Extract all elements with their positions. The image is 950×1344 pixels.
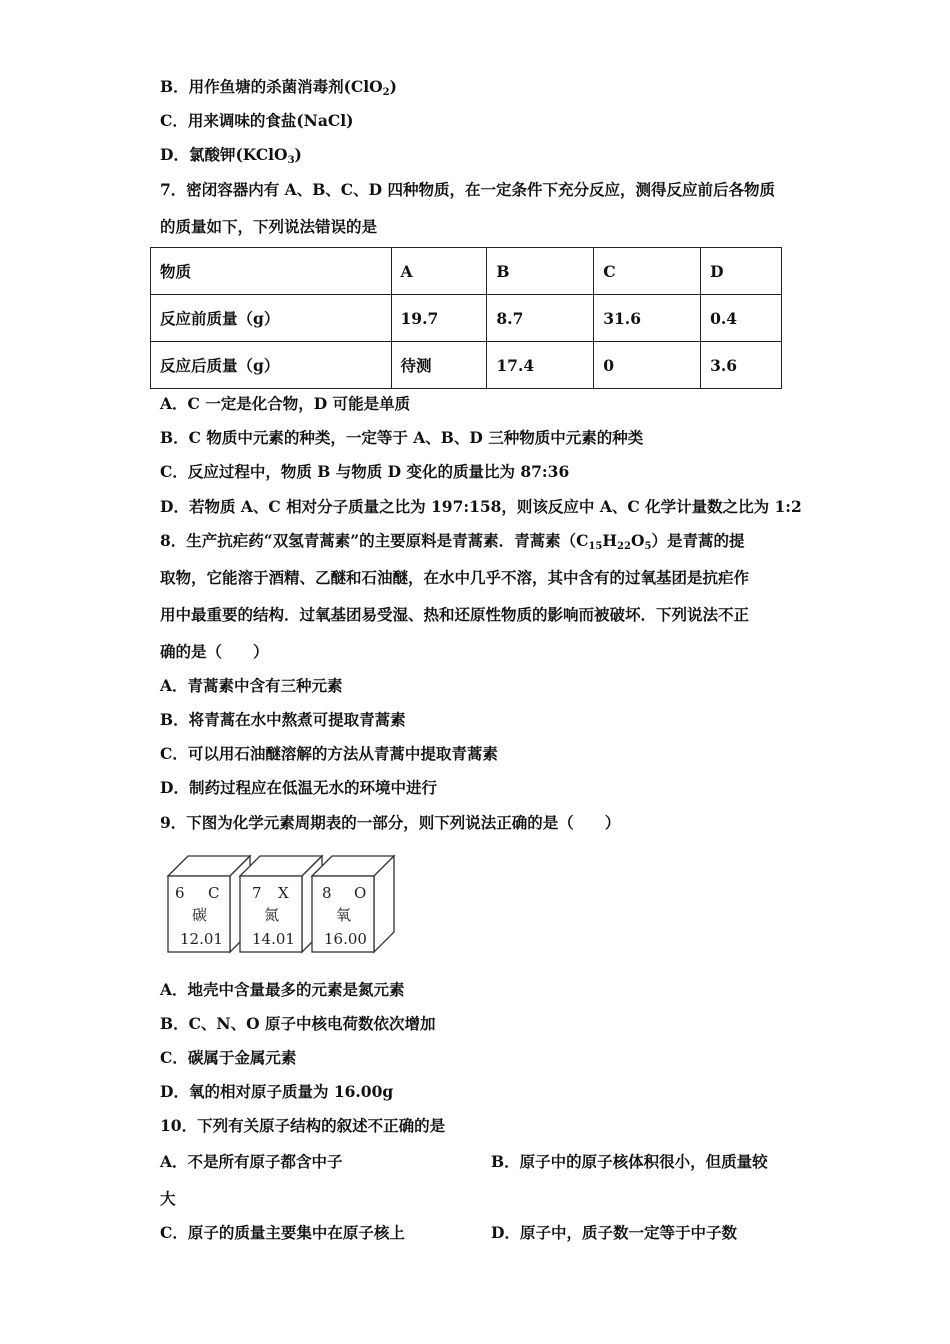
q8-option-a: A．青蒿素中含有三种元素: [160, 676, 343, 695]
table-cell: 0.4: [701, 295, 782, 342]
q7-option-b: B．C 物质中元素的种类，一定等于 A、B、D 三种物质中元素的种类: [160, 428, 644, 447]
table-cell: 31.6: [594, 295, 701, 342]
q10-option-c: C．原子的质量主要集中在原子核上: [160, 1223, 405, 1242]
table-cell: 物质: [151, 248, 392, 295]
q10-option-a: A．不是所有原子都含中子: [160, 1152, 343, 1171]
q8-option-c: C．可以用石油醚溶解的方法从青蒿中提取青蒿素: [160, 744, 498, 763]
q10-option-b: B．原子中的原子核体积很小，但质量较: [491, 1152, 768, 1171]
element-mass: 14.01: [252, 930, 295, 948]
table-row: [151, 295, 782, 342]
table-cell: 待测: [391, 342, 487, 389]
element-number: 8: [322, 884, 332, 902]
q8-stem-line4: 确的是（ ）: [160, 642, 269, 661]
table-cell: B: [487, 248, 594, 295]
table-cell: 0: [594, 342, 701, 389]
q7-option-d: D．若物质 A、C 相对分子质量之比为 197:158，则该反应中 A、C 化学计量数之比为 1:2: [160, 497, 802, 516]
element-name: 碳: [192, 906, 208, 924]
option-b-clo2: B．用作鱼塘的杀菌消毒剂(ClO$_2$): [160, 77, 397, 98]
q8-stem-line3: 用中最重要的结构．过氧基团易受湿、热和还原性物质的影响而被破坏．下列说法不正: [160, 605, 750, 624]
q8-stem-line2: 取物，它能溶于酒精、乙醚和石油醚，在水中几乎不溶，其中含有的过氧基团是抗疟作: [160, 568, 750, 587]
table-cell: C: [594, 248, 701, 295]
element-symbol: C: [208, 884, 220, 902]
table-row: [151, 342, 782, 389]
element-mass: 16.00: [324, 930, 367, 948]
q10-option-d: D．原子中，质子数一定等于中子数: [491, 1223, 737, 1242]
element-number: 6: [175, 884, 185, 902]
option-d-kclo3: D．氯酸钾(KClO$_3$): [160, 145, 302, 166]
table-cell: 3.6: [701, 342, 782, 389]
table-cell: D: [701, 248, 782, 295]
q9-option-b: B．C、N、O 原子中核电荷数依次增加: [160, 1014, 436, 1033]
element-symbol: O: [354, 884, 367, 902]
q8-option-d: D．制药过程应在低温无水的环境中进行: [160, 778, 437, 797]
table-cell: 17.4: [487, 342, 594, 389]
element-symbol: X: [278, 884, 289, 902]
element-mass: 12.01: [180, 930, 223, 948]
table-cell: A: [391, 248, 487, 295]
q8-stem-line1: 8．生产抗疟药“双氢青蒿素”的主要原料是青蒿素．青蒿素$(C_{15}H_{22}O_5)$是青蒿的提: [160, 531, 745, 552]
table-header-row: [151, 248, 782, 295]
q8-option-b: B．将青蒿在水中熬煮可提取青蒿素: [160, 710, 406, 729]
q9-option-a: A．地壳中含量最多的元素是氮元素: [160, 980, 405, 999]
table-cell: 反应前质量（g）: [151, 295, 392, 342]
table-cell: 反应后质量（g）: [151, 342, 392, 389]
option-c-nacl: C．用来调味的食盐(NaCl): [160, 111, 354, 130]
q10-option-b-cont: 大: [160, 1189, 176, 1208]
q7-stem-line1: 7．密闭容器内有 A、B、C、D 四种物质，在一定条件下充分反应，测得反应前后各物质: [160, 180, 775, 199]
q9-stem: 9．下图为化学元素周期表的一部分，则下列说法正确的是（ ）: [160, 813, 621, 832]
q10-stem: 10．下列有关原子结构的叙述不正确的是: [160, 1116, 446, 1135]
element-card-carbon: [168, 856, 250, 952]
table-cell: 19.7: [391, 295, 487, 342]
table-cell: 8.7: [487, 295, 594, 342]
q7-option-a: A．C 一定是化合物，D 可能是单质: [160, 394, 411, 413]
element-name: 氧: [336, 906, 352, 924]
q9-option-c: C．碳属于金属元素: [160, 1048, 297, 1067]
element-card-x: [240, 856, 322, 952]
element-name: 氮: [264, 906, 280, 924]
element-number: 7: [252, 884, 262, 902]
element-card-oxygen: [312, 856, 394, 952]
q7-stem-line2: 的质量如下，下列说法错误的是: [160, 217, 378, 236]
periodic-table-excerpt: [166, 854, 402, 958]
q9-option-d: D．氧的相对原子质量为 16.00g: [160, 1082, 394, 1101]
q7-mass-table: [150, 247, 782, 389]
q7-option-c: C．反应过程中，物质 B 与物质 D 变化的质量比为 87:36: [160, 462, 570, 481]
